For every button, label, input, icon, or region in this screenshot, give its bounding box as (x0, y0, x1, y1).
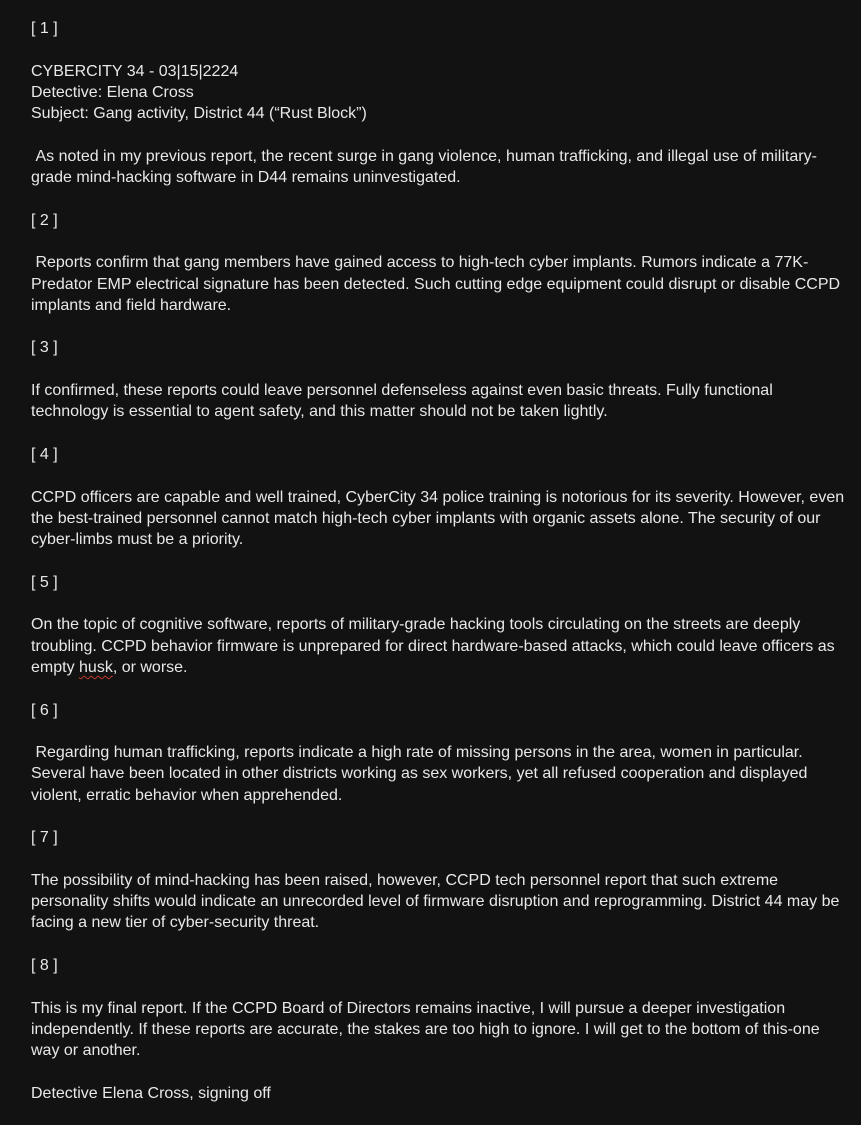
report-header (31, 61, 846, 125)
section-marker-2: [ 2 ] (31, 211, 58, 229)
paragraph-1: As noted in my previous report, the recent surge in gang violence, human trafficking, and illegal use of military-grade mind-hacking software in D44 remains uninvestigated. (31, 147, 817, 187)
spacer (31, 934, 846, 955)
section-marker-8: [ 8 ] (31, 957, 58, 975)
spacer (31, 316, 846, 337)
spacer (31, 124, 846, 145)
spacer (31, 231, 846, 252)
section-marker-6: [ 6 ] (31, 701, 58, 719)
report-subject-line: Subject: Gang activity, District 44 (“Rust Block”) (31, 105, 367, 123)
spacer (31, 423, 846, 444)
report-detective-line: Detective: Elena Cross (31, 83, 194, 101)
spacer (31, 39, 846, 60)
section-marker-4: [ 4 ] (31, 445, 58, 463)
paragraph-7: The possibility of mind-hacking has been raised, however, CCPD tech personnel report that such extreme personality shifts would indicate an unrecorded level of firmware disruption and reprogramming. District 44 may be facing a new tier of cyber-security threat. (31, 871, 844, 932)
section-marker-3: [ 3 ] (31, 339, 58, 357)
spacer (31, 678, 846, 699)
report-date-line: CYBERCITY 34 - 03|15|2224 (31, 62, 239, 80)
paragraph-8: This is my final report. If the CCPD Board of Directors remains inactive, I will pursue a deeper investigation independently. If these reports are accurate, the stakes are too high to ignore. I will get to the bottom of this-one way or another. (31, 999, 825, 1060)
section-marker-1: [ 1 ] (31, 20, 58, 37)
paragraph-5 (31, 614, 846, 678)
section-marker-7: [ 7 ] (31, 829, 58, 847)
spacer (31, 721, 846, 742)
signoff: Detective Elena Cross, signing off (31, 1084, 271, 1102)
spacer (31, 593, 846, 614)
spacer (31, 1062, 846, 1083)
paragraph-3: If confirmed, these reports could leave personnel defenseless against even basic threats. Fully functional technology is essential to agent safety, and this matter should not be taken lightly. (31, 382, 778, 421)
paragraph-4: CCPD officers are capable and well trained, CyberCity 34 police training is notorious for its severity. However, even the best-trained personnel cannot match high-tech cyber implants with organic assets alone. The security of our cyber-limbs must be a priority. (31, 488, 849, 549)
spacer (31, 550, 846, 571)
section-marker-5: [ 5 ] (31, 573, 58, 591)
spacer (31, 849, 846, 870)
paragraph-6: Regarding human trafficking, reports indicate a high rate of missing persons in the area, women in particular. Several have been located in other districts working as sex workers, yet all refused cooperation and displayed violent, erratic behavior when apprehended. (31, 744, 812, 804)
spacer (31, 806, 846, 827)
paragraph-5-text-end: , or worse. (112, 658, 188, 676)
report-document (31, 18, 849, 1104)
spacer (31, 976, 846, 997)
spacer (31, 465, 846, 486)
spacer (31, 188, 846, 209)
paragraph-5-text: On the topic of cognitive software, reports of military-grade hacking tools circulating on the streets are deeply troubling. CCPD behavior firmware is unprepared for direct hardware-based attacks, which could leave officers as empty (31, 616, 840, 676)
spellcheck-flagged-word[interactable]: husk (79, 658, 113, 676)
spacer (31, 359, 846, 380)
paragraph-2: Reports confirm that gang members have gained access to high-tech cyber implants. Rumors indicate a 77K-Predator EMP electrical signature has been detected. Such cutting edge equipment could disrupt or disable CCPD implants and field hardware. (31, 254, 845, 314)
